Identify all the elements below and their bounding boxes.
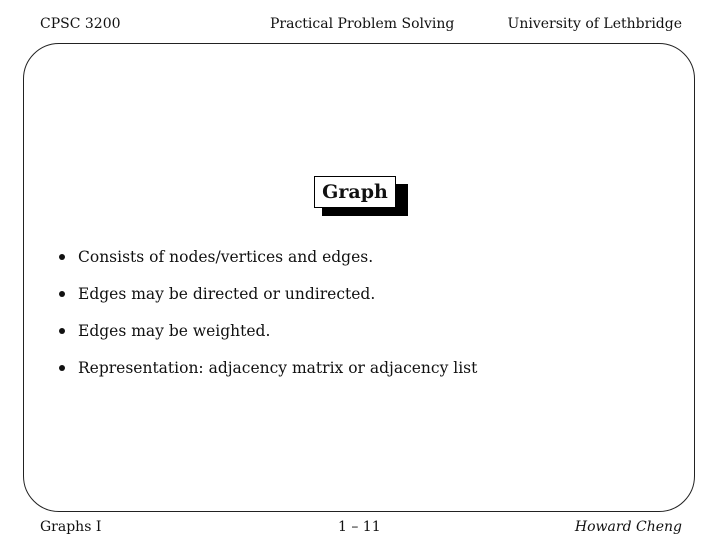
page-number: 1 – 11 bbox=[338, 519, 381, 535]
author: Howard Cheng bbox=[574, 519, 682, 535]
slide-title-box bbox=[314, 176, 408, 216]
course-code: CPSC 3200 bbox=[40, 16, 121, 32]
bullet-item bbox=[58, 357, 477, 394]
course-title: Practical Problem Solving bbox=[270, 16, 455, 32]
slide-title: Graph bbox=[314, 176, 396, 208]
bullet-dot-icon bbox=[59, 328, 65, 334]
page-header bbox=[40, 15, 682, 33]
bullet-dot-icon bbox=[59, 254, 65, 260]
institution: University of Lethbridge bbox=[507, 16, 682, 32]
bullet-dot-icon bbox=[59, 365, 65, 371]
bullet-text: Edges may be weighted. bbox=[78, 322, 271, 340]
bullet-item bbox=[58, 320, 477, 357]
bullet-item bbox=[58, 246, 477, 283]
lecture-name: Graphs I bbox=[40, 519, 102, 535]
bullet-text: Representation: adjacency matrix or adjacency list bbox=[78, 359, 478, 377]
bullet-text: Edges may be directed or undirected. bbox=[78, 285, 376, 303]
bullet-dot-icon bbox=[59, 291, 65, 297]
bullet-list bbox=[58, 246, 477, 394]
bullet-item bbox=[58, 283, 477, 320]
bullet-text: Consists of nodes/vertices and edges. bbox=[78, 248, 374, 266]
page-footer bbox=[40, 518, 682, 536]
